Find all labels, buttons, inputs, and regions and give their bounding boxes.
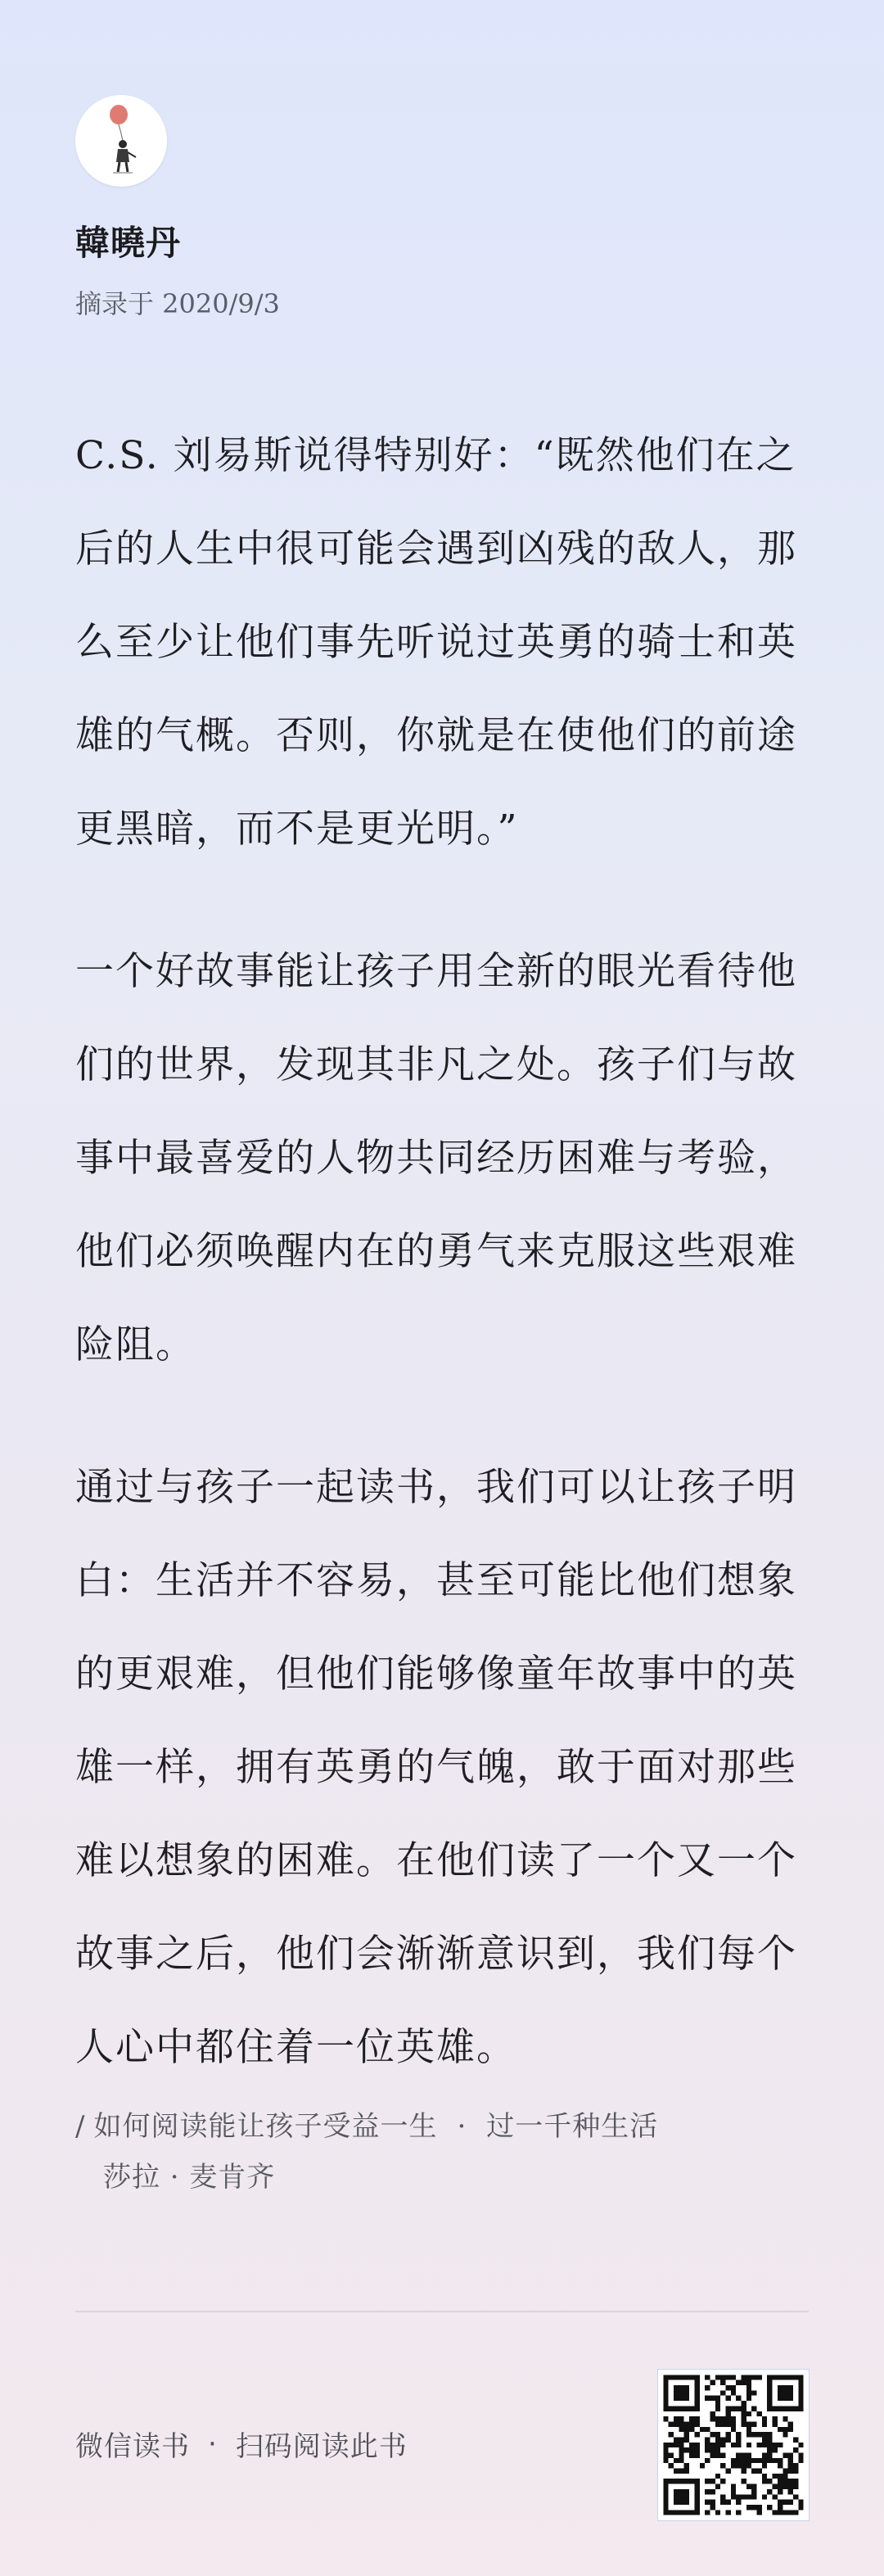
source-slash: / bbox=[75, 2110, 86, 2143]
qr-code-icon bbox=[658, 2370, 809, 2520]
user-name: 韓曉丹 bbox=[75, 223, 182, 263]
excerpt-date: 摘录于 2020/9/3 bbox=[75, 288, 280, 319]
source-info bbox=[75, 2101, 658, 2203]
excerpt-content bbox=[75, 409, 812, 2144]
footer-separator: · bbox=[208, 2427, 218, 2461]
book-title[interactable]: 过一千种生活 bbox=[486, 2110, 659, 2143]
source-row bbox=[75, 2101, 658, 2152]
footer-divider bbox=[75, 2311, 809, 2312]
qr-code[interactable] bbox=[658, 2370, 809, 2520]
chapter-title[interactable]: 如何阅读能让孩子受益一生 bbox=[93, 2110, 438, 2143]
avatar-illustration-icon bbox=[75, 95, 167, 187]
source-separator: · bbox=[457, 2110, 467, 2143]
excerpt-paragraph: 一个好故事能让孩子用全新的眼光看待他们的世界，发现其非凡之处。孩子们与故事中最喜爱的人物共同经历困难与考验，他们必须唤醒内在的勇气来克服这些艰难险阻。 bbox=[75, 949, 797, 1367]
author-row bbox=[75, 2152, 658, 2203]
book-author[interactable]: 莎拉 · 麦肯齐 bbox=[103, 2161, 276, 2194]
user-avatar[interactable] bbox=[75, 95, 167, 187]
app-name: 微信读书 bbox=[75, 2430, 190, 2463]
scan-to-read-text: 扫码阅读此书 bbox=[235, 2430, 408, 2463]
excerpt-paragraph: C.S. 刘易斯说得特别好：“既然他们在之后的人生中很可能会遇到凶残的敌人，那么至少让他们事先听说过英勇的骑士和英雄的气概。否则，你就是在使他们的前途更黑暗，而不是更光明。” bbox=[75, 433, 797, 852]
excerpt-paragraph: 通过与孩子一起读书，我们可以让孩子明白：生活并不容易，甚至可能比他们想象的更艰难，但他们能够像童年故事中的英雄一样，拥有英勇的气魄，敢于面对那些难以想象的困难。在他们读了一个又一个故事之后，他们会渐渐意识到，我们每个人心中都住着一位英雄。 bbox=[75, 1465, 797, 2070]
footer-branding bbox=[75, 2424, 408, 2464]
